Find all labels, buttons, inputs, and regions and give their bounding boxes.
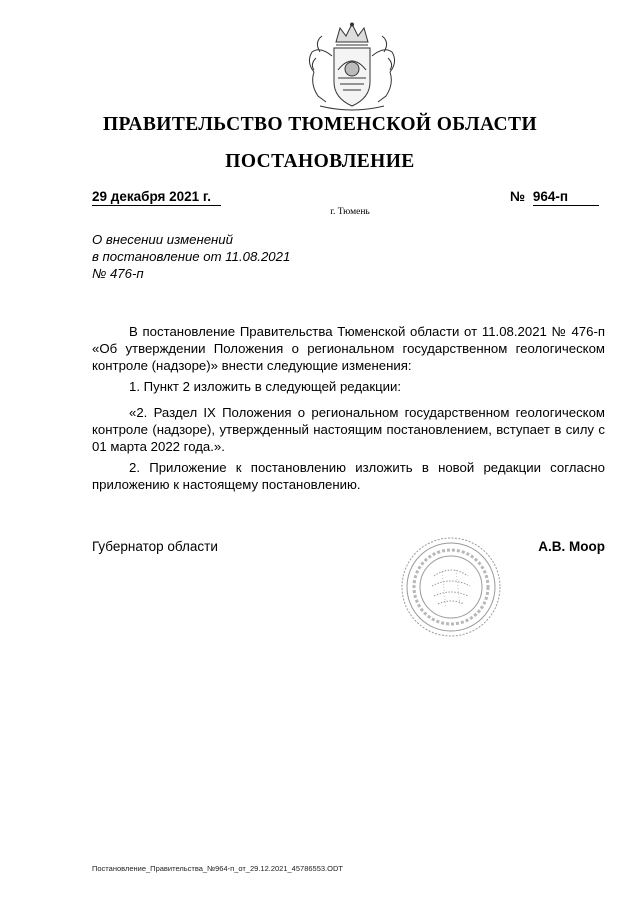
body-paragraph (92, 460, 605, 494)
footer-filename: Постановление_Правительства_№964-п_от_29.12.2021_45786553.ODT (92, 864, 343, 873)
number-value: 964-п (533, 189, 599, 206)
document-type: ПОСТАНОВЛЕНИЕ (225, 151, 415, 172)
subject-line: № 476-п (92, 265, 144, 281)
body-paragraph (92, 379, 605, 396)
government-title: ПРАВИТЕЛЬСТВО ТЮМЕНСКОЙ ОБЛАСТИ (102, 114, 538, 135)
tyumen-coat-of-arms-icon (300, 22, 404, 114)
subject-line: О внесении изменений (92, 232, 233, 247)
city: г. Тюмень (330, 207, 370, 217)
body-paragraph (92, 405, 605, 455)
quote-paragraph: «2. Раздел IX Положения о региональном государственном геологическом контроле (надзоре), утвержденный настоящим постановлением, вступает в силу с 01 марта 2022 года.». (92, 405, 605, 454)
signatory-position: Губернатор области (92, 539, 218, 554)
item-2-paragraph: 2. Приложение к постановлению изложить в новой редакции согласно приложению к настоящему постановлению. (92, 460, 605, 492)
document-number (510, 189, 599, 206)
item-1-paragraph: 1. Пункт 2 изложить в следующей редакции: (129, 379, 402, 394)
body-paragraph (92, 324, 605, 374)
number-prefix: № (510, 189, 526, 204)
document-subject (92, 232, 290, 282)
official-seal-stamp-icon (400, 536, 502, 638)
document-date: 29 декабря 2021 г. (92, 189, 221, 206)
subject-line: в постановление от 11.08.2021 (92, 248, 291, 264)
intro-paragraph: В постановление Правительства Тюменской области от 11.08.2021 № 476-п «Об утверждении Положения о региональном государственном геологическом контроле (надзоре)» внести следующие изменения: (92, 324, 605, 373)
signatory-name: А.В. Моор (538, 539, 605, 554)
